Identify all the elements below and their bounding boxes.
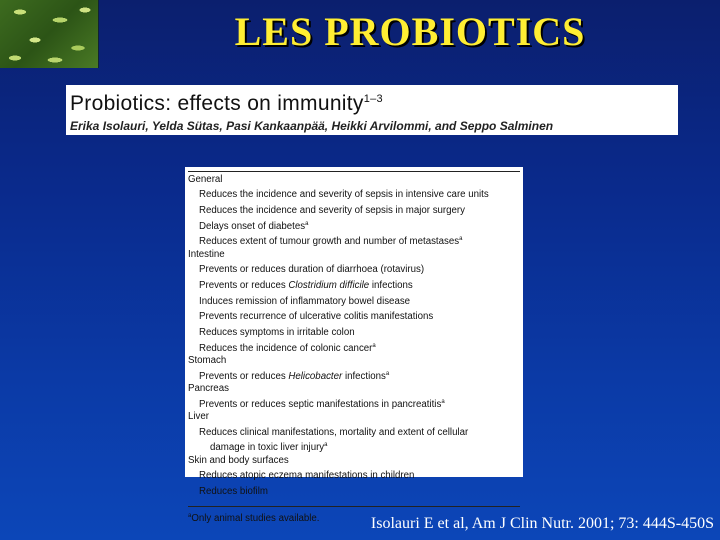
table-row-footnote-marker: a [324, 442, 328, 449]
table-row [188, 202, 520, 218]
article-authors: Erika Isolauri, Yelda Sütas, Pasi Kankaanpää, Heikki Arvilommi, and Seppo Salminen [70, 119, 554, 133]
table-row-footnote-marker: a [372, 342, 376, 349]
effects-table [185, 167, 523, 524]
table-row [188, 218, 520, 234]
table-row [188, 186, 520, 202]
table-row-text: Prevents or reduces duration of diarrhoea (rotavirus) [199, 264, 425, 276]
table-row-text: Reduces the incidence and severity of sepsis in intensive care units [199, 189, 489, 201]
table-row-text: Reduces the incidence of colonic cancer [199, 342, 373, 354]
table-bottom-rule [188, 506, 520, 507]
article-header [66, 85, 678, 135]
table-category: General [188, 174, 223, 185]
table-row-text: Prevents or reduces Helicobacter infections [199, 370, 386, 382]
table-body [188, 174, 520, 499]
bacteria-logo-image [0, 0, 99, 68]
table-row [188, 261, 520, 277]
footnote-marker: a [188, 512, 192, 519]
article-title-superscript: 1–3 [363, 93, 383, 105]
table-row-footnote-marker: a [305, 220, 309, 227]
article-title-text: Probiotics: effects on immunity [70, 92, 364, 115]
article-title [70, 87, 678, 116]
table-category: Skin and body surfaces [188, 455, 289, 466]
table-row [188, 324, 520, 340]
table-row [188, 439, 520, 455]
table-row-text: Induces remission of inflammatory bowel disease [199, 295, 411, 307]
table-category: Intestine [188, 248, 225, 260]
table-row-text: Reduces symptoms in irritable colon [199, 327, 355, 339]
table-row-text: Reduces the incidence and severity of sepsis in major surgery [199, 205, 465, 217]
table-row-text: damage in toxic liver injury [210, 442, 325, 454]
table-row [188, 368, 520, 384]
table-row-text: Delays onset of diabetes [199, 220, 306, 232]
footnote-text: Only animal studies available. [191, 512, 320, 524]
table-row-text: Reduces extent of tumour growth and number of metastases [199, 236, 460, 248]
table-category: Liver [188, 411, 209, 423]
table-row-text: Reduces atopic eczema manifestations in children [199, 470, 415, 482]
table-row [188, 233, 520, 249]
table-row [188, 308, 520, 324]
table-row-footnote-marker: a [441, 398, 445, 405]
table-top-rule [188, 171, 520, 172]
slide-title: LES PROBIOTICS [234, 9, 586, 54]
table-row-text: Reduces clinical manifestations, mortality and extent of cellular [199, 426, 469, 438]
table-category: Pancreas [188, 383, 229, 395]
table-row [188, 396, 520, 412]
table-category: Stomach [188, 355, 227, 367]
table-row [188, 340, 520, 356]
table-row [188, 467, 520, 483]
table-row [188, 293, 520, 309]
table-row-text: Prevents or reduces Clostridium difficile infections [199, 280, 413, 292]
table-row [188, 483, 520, 499]
table-row [188, 424, 520, 440]
table-row [188, 277, 520, 293]
table-row-footnote-marker: a [459, 236, 463, 243]
table-row-footnote-marker: a [385, 370, 390, 377]
table-row-text: Prevents or reduces septic manifestations in pancreatitis [199, 398, 442, 410]
table-row-text: Reduces biofilm [199, 486, 268, 498]
table-row-text: Prevents recurrence of ulcerative colitis manifestations [199, 311, 434, 323]
citation: Isolauri E et al, Am J Clin Nutr. 2001; 73: 444S-450S [370, 515, 714, 532]
